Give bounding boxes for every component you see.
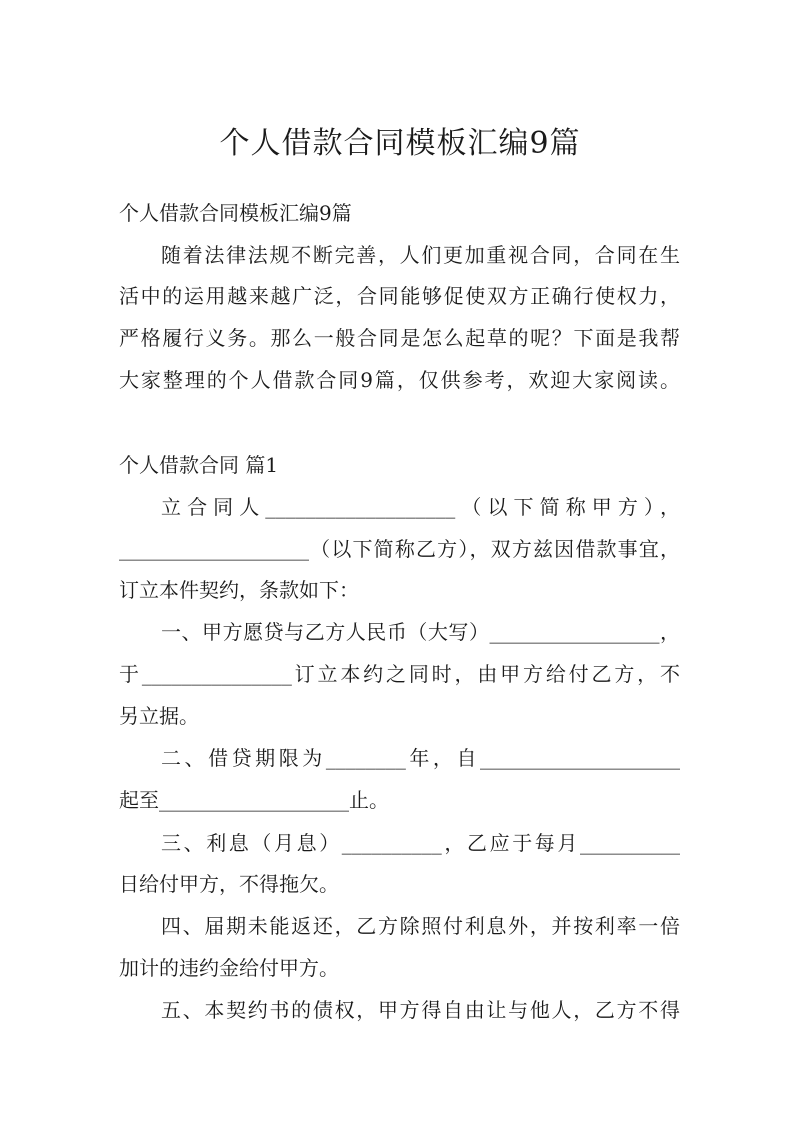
- intro-line: 大家整理的个人借款合同9篇，仅供参考，欢迎大家阅读。: [119, 368, 680, 392]
- body-line: 立合同人___________________（以下简称甲方），: [161, 495, 680, 519]
- intro-line: 活中的运用越来越广泛，合同能够促使双方正确行使权力，: [119, 284, 680, 308]
- body-line: 订立本件契约，条款如下：: [119, 578, 359, 602]
- body-line: 加计的违约金给付甲方。: [119, 956, 339, 980]
- body-line: 另立据。: [119, 704, 199, 728]
- intro-line: 随着法律法规不断完善，人们更加重视合同，合同在生: [161, 243, 680, 267]
- intro-line: 严格履行义务。那么一般合同是怎么起草的呢？下面是我帮: [119, 326, 680, 350]
- body-line: 日给付甲方，不得拖欠。: [119, 872, 339, 896]
- body-line: 一、甲方愿贷与乙方人民币（大写）_________________，: [161, 620, 680, 644]
- document-title: 个人借款合同模板汇编9篇: [219, 126, 581, 161]
- body-line: 起至___________________止。: [119, 788, 389, 812]
- body-line: ___________________（以下简称乙方），双方兹因借款事宜，: [119, 537, 680, 561]
- body-line: 四、届期未能返还，乙方除照付利息外，并按利率一倍: [161, 914, 680, 938]
- body-line: 五、本契约书的债权，甲方得自由让与他人，乙方不得: [161, 998, 680, 1022]
- section-heading: 个人借款合同 篇1: [119, 453, 279, 477]
- body-line: 于_______________订立本约之同时，由甲方给付乙方，不: [119, 662, 680, 686]
- document-subtitle: 个人借款合同模板汇编9篇: [119, 201, 352, 225]
- body-line: 三、利息（月息）__________，乙应于每月__________: [161, 831, 680, 855]
- body-line: 二、借贷期限为________年，自____________________: [161, 746, 680, 770]
